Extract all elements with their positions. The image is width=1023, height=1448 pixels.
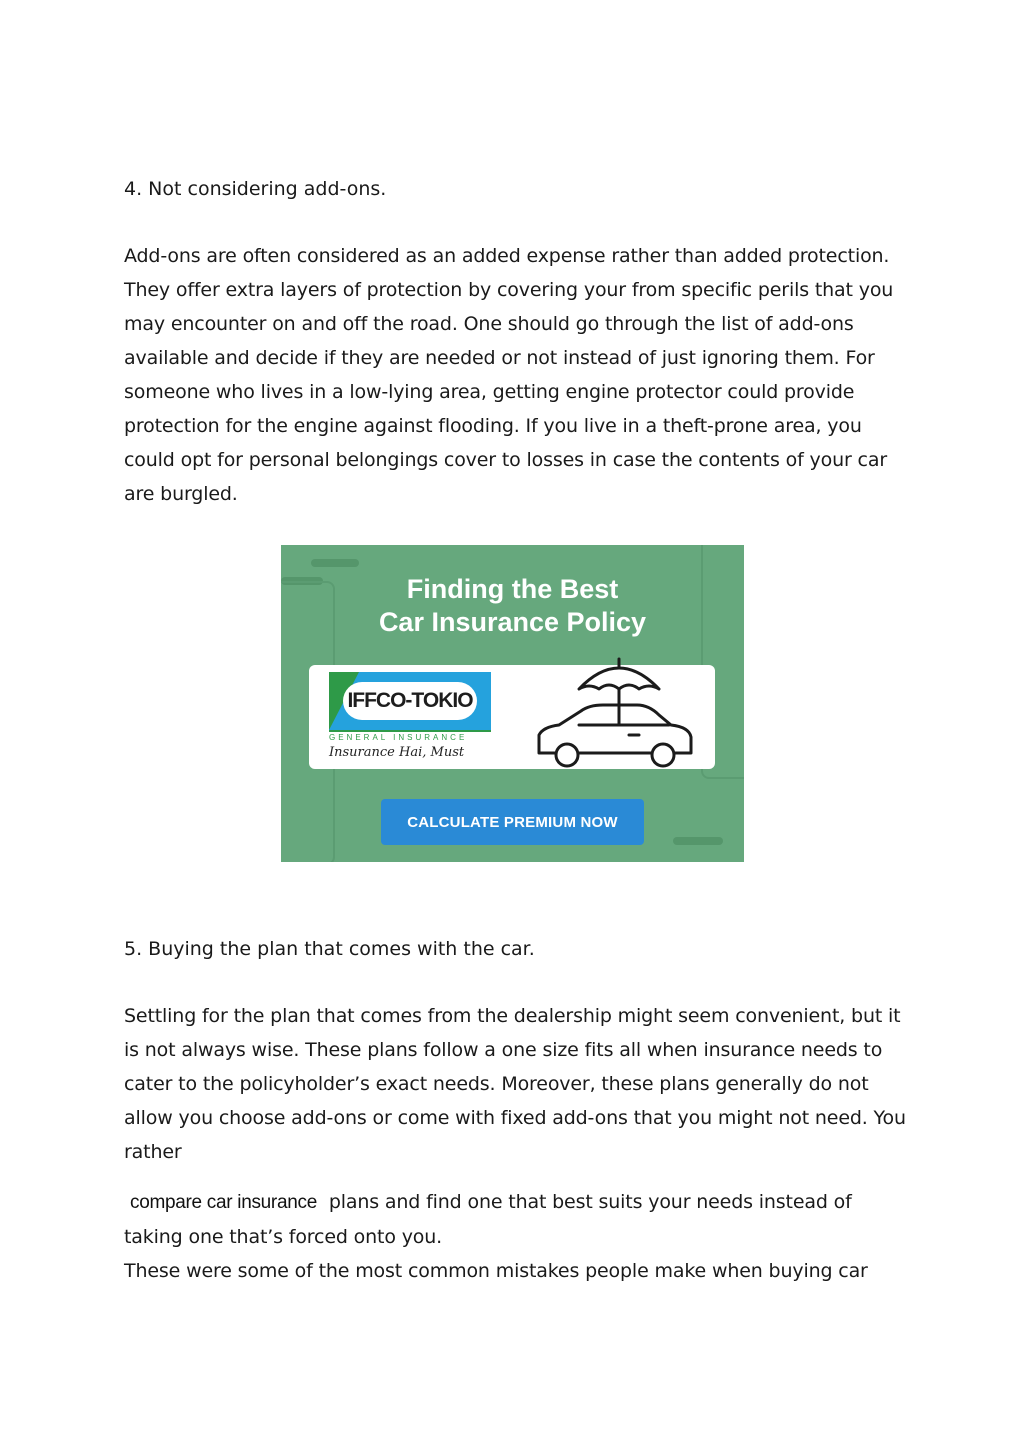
after-link-text: plans and find one that best suits your needs instead of taking one that’s forced onto you. xyxy=(124,1191,852,1248)
closing-text: These were some of the most common mistakes people make when buying car xyxy=(124,1260,868,1282)
decorative-dash xyxy=(311,559,359,567)
ad-title-line-1: Finding the Best xyxy=(406,574,619,604)
logo-brand-name: IFFCO-TOKIO xyxy=(343,682,477,720)
section-5-body: Settling for the plan that comes from the dealership might seem convenient, but it is not always wise. These plans follow a one size fits all when insurance needs to cater to the policyholder’s exact needs. Moreover, these plans generally do not allow you choose add-ons or come with fixed add-ons that you might not need. You rather xyxy=(124,1005,906,1163)
ad-brand-card xyxy=(309,665,715,769)
logo-subtitle: GENERAL INSURANCE xyxy=(329,733,468,742)
section-4-body: Add-ons are often considered as an added expense rather than added protection. They offer extra layers of protection by covering your from specific perils that you may encounter on and off the road. One should go through the list of add-ons available and decide if they are needed or not instead of just ignoring them. For someone who lives in a low-lying area, getting engine protector could provide protection for the engine against flooding. If you live in a theft-prone area, you could opt for personal belongings cover to losses in case the contents of your car are burgled. xyxy=(124,245,894,505)
section-4-heading: 4. Not considering add-ons. xyxy=(124,178,387,200)
logo-tagline: Insurance Hai, Must xyxy=(329,745,465,760)
section-5-link-paragraph xyxy=(124,1185,914,1288)
ad-title xyxy=(281,573,744,639)
iffco-tokio-logo xyxy=(329,672,491,730)
car-insurance-ad-banner[interactable] xyxy=(281,545,744,862)
spacer xyxy=(124,862,914,932)
logo-divider xyxy=(329,730,491,732)
section-5-heading: 5. Buying the plan that comes with the car. xyxy=(124,938,535,960)
calculate-premium-button[interactable]: CALCULATE PREMIUM NOW xyxy=(381,799,644,845)
ad-title-line-2: Car Insurance Policy xyxy=(378,607,647,637)
decorative-dash xyxy=(673,837,723,845)
compare-car-insurance-link[interactable]: compare car insurance xyxy=(130,1192,317,1213)
document-page xyxy=(124,172,914,1288)
car-umbrella-icon xyxy=(519,653,709,775)
ad-banner-wrapper xyxy=(124,545,914,862)
